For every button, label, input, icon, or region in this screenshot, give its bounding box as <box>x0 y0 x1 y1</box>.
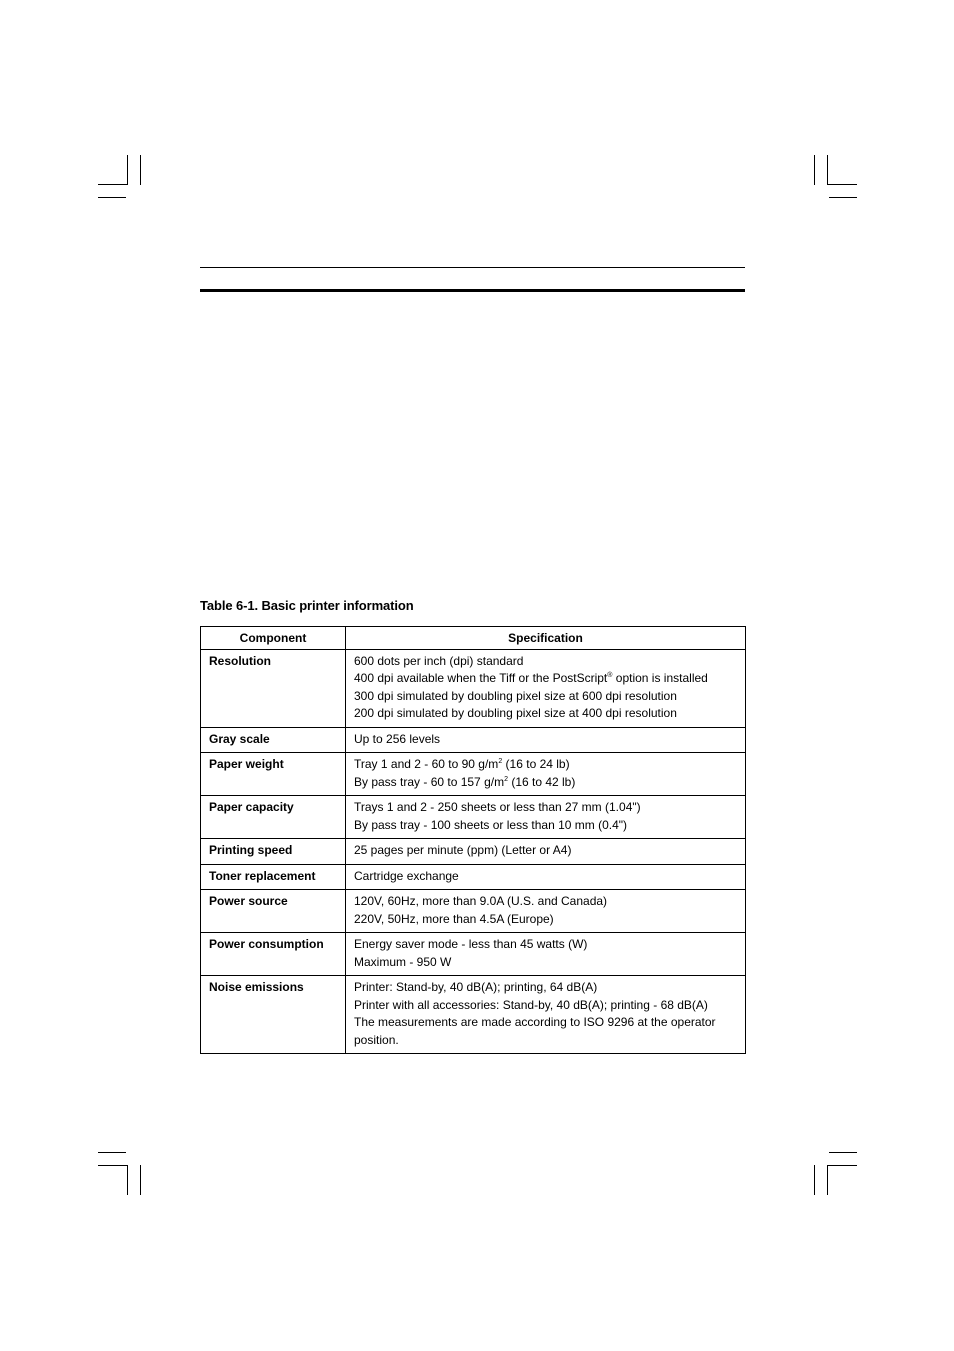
specification-line: 200 dpi simulated by doubling pixel size at 400 dpi resolution <box>354 706 677 720</box>
crop-mark-top-left <box>127 155 128 185</box>
specification-line: 25 pages per minute (ppm) (Letter or A4) <box>354 843 572 857</box>
table-row <box>201 976 746 1054</box>
crop-mark-bottom-right <box>814 1165 815 1195</box>
specification-column-header: Specification <box>346 627 746 650</box>
component-cell: Noise emissions <box>201 976 346 1054</box>
specification-line: position. <box>354 1032 399 1047</box>
specification-line: 220V, 50Hz, more than 4.5A (Europe) <box>354 911 554 926</box>
superscript: 2 <box>498 758 503 765</box>
header-rule-thick <box>200 289 745 292</box>
specification-line: Trays 1 and 2 - 250 sheets or less than 27 mm (1.04") <box>354 800 641 814</box>
table-row <box>201 864 746 890</box>
printer-info-table <box>200 626 746 1054</box>
crop-mark-top-left <box>98 197 126 198</box>
specification-cell <box>346 839 746 865</box>
crop-mark-top-right <box>814 155 815 185</box>
component-column-header: Component <box>201 627 346 650</box>
crop-mark-bottom-left <box>98 1165 128 1166</box>
crop-mark-top-right <box>827 155 828 185</box>
component-cell: Gray scale <box>201 727 346 753</box>
specification-cell <box>346 864 746 890</box>
specification-line: Printer: Stand-by, 40 dB(A); printing, 64 dB(A) <box>354 980 598 994</box>
component-cell: Paper weight <box>201 753 346 796</box>
spec-text: By pass tray - 60 to 157 g/m <box>354 774 505 789</box>
spec-text: option is installed <box>612 671 708 685</box>
specification-cell <box>346 727 746 753</box>
crop-mark-top-left <box>140 155 141 185</box>
specification-line: 600 dots per inch (dpi) standard <box>354 653 524 668</box>
component-cell: Power consumption <box>201 933 346 976</box>
component-cell: Power source <box>201 890 346 933</box>
specification-line: Printer with all accessories: Stand-by, 40 dB(A); printing - 68 dB(A) <box>354 997 708 1012</box>
table-row <box>201 933 746 976</box>
specification-cell <box>346 933 746 976</box>
crop-mark-bottom-left <box>98 1152 126 1153</box>
table-row <box>201 839 746 865</box>
crop-mark-bottom-right <box>827 1165 857 1166</box>
specification-cell <box>346 796 746 839</box>
crop-mark-top-right <box>827 184 857 185</box>
spec-text: Tray 1 and 2 - 60 to 90 g/m <box>354 757 499 771</box>
specification-line: Up to 256 levels <box>354 731 441 746</box>
table-body <box>201 649 746 1054</box>
specification-line: Maximum - 950 W <box>354 954 452 969</box>
specification-line <box>354 756 737 774</box>
specification-line: Cartridge exchange <box>354 868 459 883</box>
specification-line: 300 dpi simulated by doubling pixel size at 600 dpi resolution <box>354 688 677 703</box>
spec-text: 400 dpi available when the Tiff or the PostScript <box>354 671 608 685</box>
component-cell: Toner replacement <box>201 864 346 890</box>
table-row <box>201 753 746 796</box>
component-cell: Resolution <box>201 649 346 727</box>
specification-line: The measurements are made according to ISO 9296 at the operator <box>354 1015 716 1029</box>
header-rule-thin <box>200 267 745 268</box>
superscript: 2 <box>504 775 508 783</box>
crop-mark-bottom-right <box>829 1152 857 1153</box>
table-header-row <box>201 627 746 650</box>
specification-line: By pass tray - 100 sheets or less than 10 mm (0.4") <box>354 817 628 832</box>
table-row <box>201 796 746 839</box>
specification-line <box>354 670 737 688</box>
table-row <box>201 649 746 727</box>
superscript: ® <box>607 672 613 679</box>
table-row <box>201 727 746 753</box>
specification-line: Energy saver mode - less than 45 watts (W) <box>354 937 588 951</box>
specification-cell <box>346 753 746 796</box>
table-row <box>201 890 746 933</box>
crop-mark-top-left <box>98 184 128 185</box>
crop-mark-bottom-left <box>127 1165 128 1195</box>
crop-mark-bottom-right <box>827 1165 828 1195</box>
component-cell: Printing speed <box>201 839 346 865</box>
component-cell: Paper capacity <box>201 796 346 839</box>
crop-mark-top-right <box>829 197 857 198</box>
specification-line <box>354 774 737 792</box>
crop-mark-bottom-left <box>140 1165 141 1195</box>
specification-line: 120V, 60Hz, more than 9.0A (U.S. and Canada) <box>354 894 608 908</box>
specification-cell <box>346 890 746 933</box>
specification-cell <box>346 649 746 727</box>
spec-text: (16 to 24 lb) <box>502 757 570 771</box>
specification-cell <box>346 976 746 1054</box>
spec-text: (16 to 42 lb) <box>507 774 576 789</box>
table-caption: Table 6-1. Basic printer information <box>200 598 414 613</box>
